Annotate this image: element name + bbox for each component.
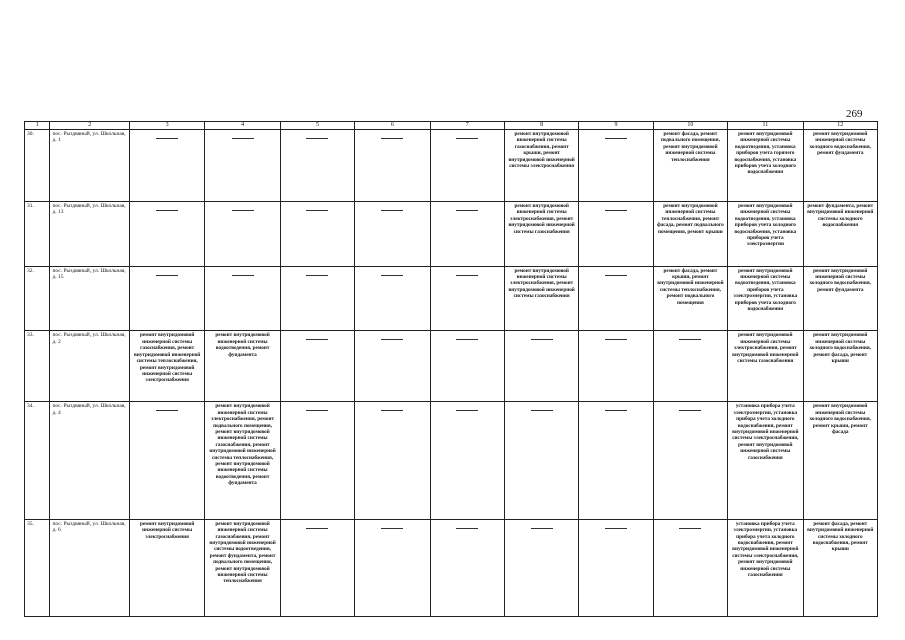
empty-cell: [430, 201, 504, 266]
work-cell: установка прибора учета электроэнергии, установка прибора учета холодного водоснабжения, ремонт внутридомовой инженерной системы электроснабжения, ремонт внутридомовой инженерной системы газоснабжения: [728, 402, 803, 519]
empty-cell: [355, 402, 430, 519]
dash-mark: [531, 339, 553, 340]
table-row: [25, 201, 878, 266]
empty-cell: [430, 130, 504, 202]
empty-cell: [579, 266, 653, 331]
dash-mark: [381, 138, 403, 139]
work-cell: ремонт внутридомовой инженерной системы водоотведения, установка приборов учета холодного водоснабжения, установка приборов учета электроэнергии: [728, 201, 803, 266]
empty-cell: [280, 201, 354, 266]
column-header: 9: [579, 122, 653, 130]
work-cell: ремонт внутридомовой инженерной системы электроснабжения, ремонт подвального помещения, ремонт внутридомовой инженерной системы газоснабжения, ремонт внутридомовой инженерной системы теплоснабжения, ремонт внутридомовой инженерной системы водоотведения, ремонт фундамента: [205, 402, 280, 519]
dash-mark: [456, 410, 478, 411]
repair-schedule-table: [24, 121, 878, 617]
empty-cell: [579, 519, 653, 616]
empty-cell: [430, 402, 504, 519]
table-row: [25, 266, 878, 331]
empty-cell: [579, 201, 653, 266]
empty-cell: [129, 402, 204, 519]
empty-cell: [430, 331, 504, 402]
dash-mark: [456, 138, 478, 139]
dash-mark: [232, 275, 254, 276]
empty-cell: [504, 331, 578, 402]
work-cell: ремонт фундамента, ремонт внутридомовой инженерной системы холодного водоснабжения: [803, 201, 877, 266]
address-cell: пос. Рыздвяный, ул. Школьная, д. 1: [50, 130, 129, 202]
dash-mark: [531, 410, 553, 411]
work-cell: ремонт фасада, ремонт подвального помещения, ремонт внутридомовой инженерной системы теплоснабжения: [653, 130, 727, 202]
empty-cell: [205, 266, 280, 331]
dash-mark: [381, 275, 403, 276]
work-cell: ремонт внутридомовой инженерной системы холодного водоснабжения, ремонт крыши, ремонт фасада: [803, 402, 877, 519]
column-header: 1: [25, 122, 50, 130]
empty-cell: [280, 519, 354, 616]
dash-mark: [605, 210, 627, 211]
empty-cell: [280, 266, 354, 331]
empty-cell: [504, 402, 578, 519]
work-cell: ремонт внутридомовой инженерной системы водоотведения, ремонт фундамента: [205, 331, 280, 402]
empty-cell: [579, 331, 653, 402]
empty-cell: [355, 331, 430, 402]
dash-mark: [605, 275, 627, 276]
work-cell: ремонт внутридомовой инженерной системы электроснабжения: [129, 519, 204, 616]
dash-mark: [232, 210, 254, 211]
empty-cell: [355, 266, 430, 331]
dash-mark: [156, 210, 178, 211]
work-cell: установка прибора учета электроэнергии, установка прибора учета холодного водоснабжения, ремонт внутридомовой инженерной системы электроснабжения, ремонт внутридомовой инженерной системы газоснабжения: [728, 519, 803, 616]
work-cell: ремонт внутридомовой инженерной системы водоотведения, установка приборов учета горячего водоснабжения, установка приборов учета холодного водоснабжения: [728, 130, 803, 202]
dash-mark: [456, 275, 478, 276]
empty-cell: [129, 130, 204, 202]
column-header: 12: [803, 122, 877, 130]
table-row: [25, 130, 878, 202]
column-header: 7: [430, 122, 504, 130]
dash-mark: [456, 339, 478, 340]
column-header: 10: [653, 122, 727, 130]
dash-mark: [381, 339, 403, 340]
dash-mark: [156, 275, 178, 276]
column-header: 5: [280, 122, 354, 130]
address-cell: пос. Рыздвяный, ул. Школьная, д. 13: [50, 201, 129, 266]
empty-cell: [355, 130, 430, 202]
work-cell: ремонт внутридомовой инженерной системы газоснабжения, ремонт внутридомовой инженерной системы водоотведения, ремонт фундамента, ремонт подвального помещения, ремонт внутридомовой инженерной системы теплоснабжения: [205, 519, 280, 616]
table-row: [25, 519, 878, 616]
dash-mark: [306, 528, 328, 529]
work-cell: ремонт внутридомовой инженерной системы электроснабжения, ремонт внутридомовой инженерной системы газоснабжения: [728, 331, 803, 402]
empty-cell: [205, 130, 280, 202]
row-number-cell: 34.: [25, 402, 50, 519]
dash-mark: [381, 528, 403, 529]
empty-cell: [653, 331, 727, 402]
dash-mark: [381, 210, 403, 211]
work-cell: ремонт внутридомовой инженерной системы водоотведения, установка приборов учета электроэнергии, установка приборов учета холодного водоснабжения: [728, 266, 803, 331]
work-cell: ремонт внутридомовой инженерной системы газоснабжения, ремонт внутридомовой инженерной системы теплоснабжения, ремонт внутридомовой инженерной системы электроснабжения: [129, 331, 204, 402]
address-cell: пос. Рыздвяный, ул. Школьная, д. 2: [50, 331, 129, 402]
dash-mark: [531, 528, 553, 529]
column-header: 11: [728, 122, 803, 130]
empty-cell: [205, 201, 280, 266]
empty-cell: [579, 402, 653, 519]
work-cell: ремонт внутридомовой инженерной системы холодного водоснабжения, ремонт фундамента: [803, 130, 877, 202]
work-cell: ремонт внутридомовой инженерной системы холодного водоснабжения, ремонт фасада, ремонт крыши: [803, 331, 877, 402]
address-cell: пос. Рыздвяный, ул. Школьная, д. 6: [50, 519, 129, 616]
row-number-cell: 30.: [25, 130, 50, 202]
empty-cell: [129, 266, 204, 331]
empty-cell: [504, 519, 578, 616]
header-row: [25, 122, 878, 130]
work-cell: ремонт внутридомовой инженерной системы электроснабжения, ремонт внутридомовой инженерной системы газоснабжения: [504, 266, 578, 331]
empty-cell: [280, 130, 354, 202]
table-row: [25, 402, 878, 519]
empty-cell: [430, 266, 504, 331]
work-cell: ремонт внутридомовой инженерной системы электроснабжения, ремонт внутридомовой инженерной системы газоснабжения: [504, 201, 578, 266]
dash-mark: [232, 138, 254, 139]
empty-cell: [430, 519, 504, 616]
dash-mark: [156, 410, 178, 411]
empty-cell: [653, 402, 727, 519]
dash-mark: [456, 210, 478, 211]
work-cell: ремонт внутридомовой инженерной системы холодного водоснабжения, ремонт фундамента: [803, 266, 877, 331]
dash-mark: [456, 528, 478, 529]
dash-mark: [679, 339, 701, 340]
empty-cell: [653, 519, 727, 616]
empty-cell: [355, 201, 430, 266]
dash-mark: [306, 210, 328, 211]
dash-mark: [306, 138, 328, 139]
dash-mark: [679, 528, 701, 529]
dash-mark: [306, 275, 328, 276]
row-number-cell: 32.: [25, 266, 50, 331]
work-cell: ремонт внутридомовой инженерной системы газоснабжения, ремонт крыши, ремонт внутридомовой инженерной системы электроснабжения: [504, 130, 578, 202]
row-number-cell: 31.: [25, 201, 50, 266]
column-header: 2: [50, 122, 129, 130]
address-cell: пос. Рыздвяный, ул. Школьная, д. 4: [50, 402, 129, 519]
work-cell: ремонт внутридомовой инженерной системы теплоснабжения, ремонт фасада, ремонт подвального помещения, ремонт крыши: [653, 201, 727, 266]
work-cell: ремонт фасада, ремонт крыши, ремонт внутридомовой инженерной системы теплоснабжения, ремонт подвального помещения: [653, 266, 727, 331]
row-number-cell: 33.: [25, 331, 50, 402]
dash-mark: [156, 138, 178, 139]
column-header: 4: [205, 122, 280, 130]
empty-cell: [355, 519, 430, 616]
empty-cell: [280, 402, 354, 519]
column-header: 8: [504, 122, 578, 130]
page-number: 269: [846, 108, 863, 120]
table-row: [25, 331, 878, 402]
dash-mark: [381, 410, 403, 411]
address-cell: пос. Рыздвяный, ул. Школьная, д. 15: [50, 266, 129, 331]
dash-mark: [605, 410, 627, 411]
dash-mark: [306, 410, 328, 411]
work-cell: ремонт фасада, ремонт внутридомовой инженерной системы холодного водоснабжения, ремонт крыши: [803, 519, 877, 616]
column-header: 3: [129, 122, 204, 130]
dash-mark: [605, 528, 627, 529]
column-header: 6: [355, 122, 430, 130]
dash-mark: [306, 339, 328, 340]
dash-mark: [605, 339, 627, 340]
empty-cell: [129, 201, 204, 266]
dash-mark: [605, 138, 627, 139]
empty-cell: [579, 130, 653, 202]
dash-mark: [679, 410, 701, 411]
empty-cell: [280, 331, 354, 402]
row-number-cell: 35.: [25, 519, 50, 616]
